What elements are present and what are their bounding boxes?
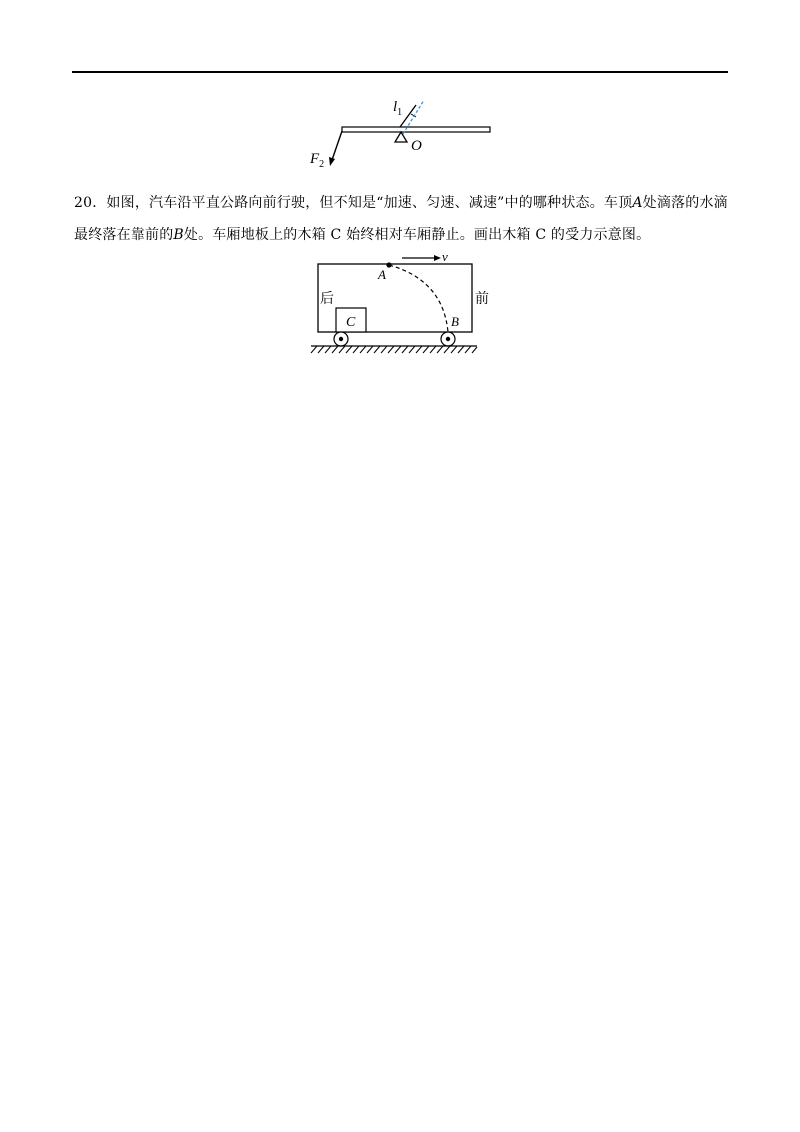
label-f2: $F_2$ <box>310 151 325 170</box>
fulcrum <box>395 132 407 142</box>
front-wheel-hub <box>446 337 450 341</box>
ground-hatching <box>311 346 477 353</box>
label-o: O <box>411 138 422 154</box>
velocity-arrowhead <box>434 255 441 261</box>
question-20 <box>74 187 734 251</box>
label-rear: 后 <box>320 292 334 307</box>
point-b-ref: B <box>173 227 184 243</box>
lever-bar <box>342 127 490 132</box>
question-number: 20． <box>74 195 107 211</box>
car-diagram <box>305 249 489 355</box>
lever-diagram <box>300 90 500 172</box>
force-f2-arrowhead <box>329 157 335 166</box>
label-v: v <box>442 249 448 264</box>
label-c: C <box>346 315 356 330</box>
question-text-2: 处滴落的水滴最终落在靠前的 <box>74 195 728 243</box>
point-a-ref: A <box>632 195 643 211</box>
question-text-3: 处。车厢地板上的木箱 C 始终相对车厢静止。画出木箱 C 的受力示意图。 <box>183 227 651 243</box>
label-front: 前 <box>475 292 489 307</box>
header-rule <box>72 71 728 73</box>
label-a: A <box>378 267 386 282</box>
label-b: B <box>451 314 459 329</box>
label-l1: $l_1$ <box>393 99 403 118</box>
question-text-1: 如图，汽车沿平直公路向前行驶，但不知是“加速、匀速、减速”中的哪种状态。车顶 <box>106 195 633 211</box>
rear-wheel-hub <box>339 337 343 341</box>
force-f2-arrow <box>332 131 342 160</box>
